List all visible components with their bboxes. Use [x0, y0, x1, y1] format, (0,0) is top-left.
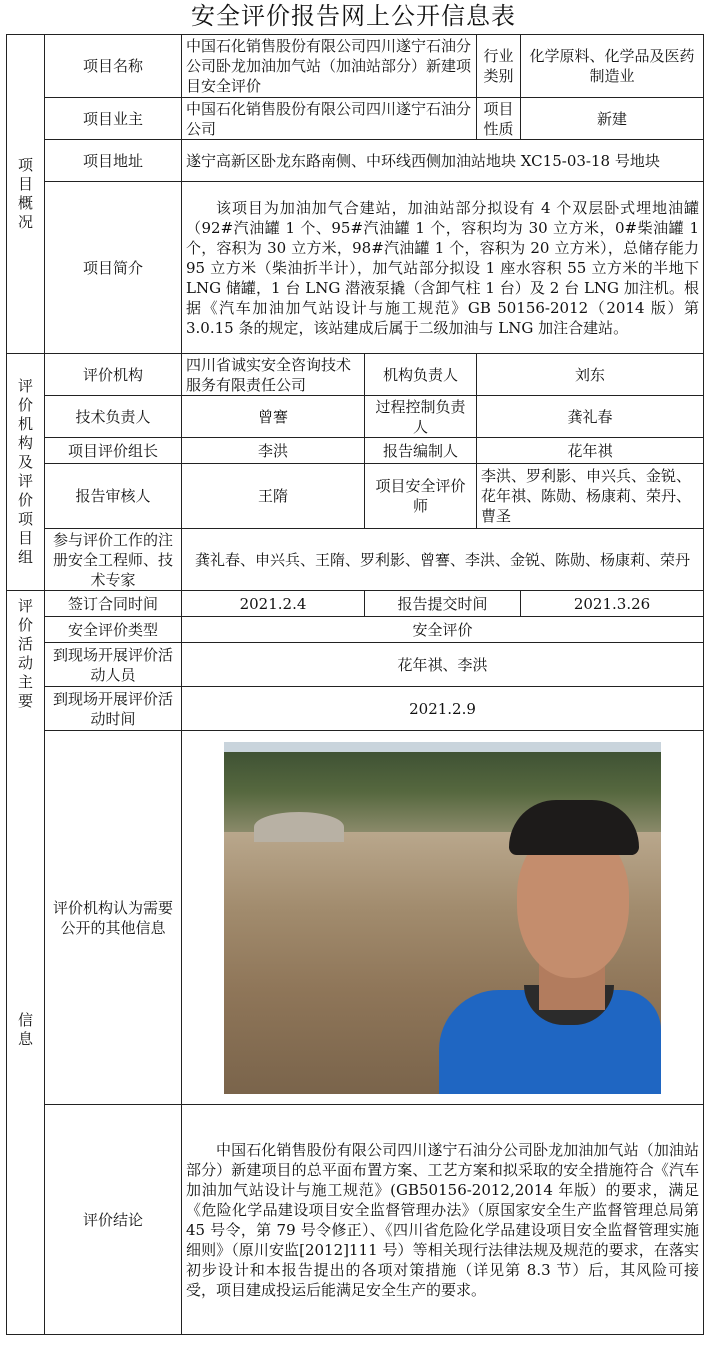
section-info: 信息	[17, 1011, 33, 1048]
intro-value: 该项目为加油加气合建站，加油站部分拟设有 4 个双层卧式埋地油罐（92#汽油罐 1 个、95#汽油罐 1 个，容积均为 30 立方米，0#柴油罐 1 个，容积为 30 立方米，98#汽油罐 1 个，容积为 20 立方米），总储存能力 95 立方米（柴油折半计），加气站部分拟设 1 座水容积 55 立方米的半地下 LNG 储罐，1 台 LNG 潜液泵撬（含卸气柱 1 台）及 2 台 LNG 加注机。根据《汽车加油加气站设计与施工规范》GB 50156-2012（2014 版）第 3.0.15 条的规定，该站建成后属于二级加油与 LNG 加注合建站。	[182, 182, 704, 354]
page-title: 安全评价报告网上公开信息表	[191, 2, 516, 30]
submit-value: 2021.3.26	[521, 591, 704, 617]
tech-label: 技术负责人	[45, 396, 182, 438]
project-name-label: 项目名称	[45, 35, 182, 98]
submit-label: 报告提交时间	[365, 591, 521, 617]
type-label: 安全评价类型	[45, 617, 182, 643]
other-info-label: 评价机构认为需要公开的其他信息	[45, 731, 182, 1105]
process-value: 龚礼春	[477, 396, 704, 438]
nature-value: 新建	[521, 98, 704, 140]
people-value: 花年祺、李洪	[182, 643, 704, 687]
contract-label: 签订合同时间	[45, 591, 182, 617]
section-org: 评价机构及评价项目组	[7, 354, 45, 591]
conclusion-value: 中国石化销售股份有限公司四川遂宁石油分公司卧龙加油加气站（加油站部分）新建项目的总平面布置方案、工艺方案和拟采取的安全措施符合《汽车加油加气站设计与施工规范》(GB50156-2012,2014 年版）的要求，满足《危险化学品建设项目安全监督管理办法》（原国家安全生产监督管理总局第 45 号令，第 79 号令修正）、《四川省危险化学品建设项目安全监督管理实施细则》（原川安监[2012]111 号）等相关现行法律法规及规范的要求，在落实初步设计和本报告提出的各项对策措施（详见第 8.3 节）后，其风险可接受，项目建成投运后能满足安全生产的要求。	[182, 1105, 704, 1335]
address-value: 遂宁高新区卧龙东路南侧、中环线西侧加油站地块 XC15-03-18 号地块	[182, 140, 704, 182]
people-label: 到现场开展评价活动人员	[45, 643, 182, 687]
nature-label: 项目性质	[477, 98, 521, 140]
evaluator-label: 项目安全评价师	[365, 464, 477, 529]
writer-value: 花年祺	[477, 438, 704, 464]
leader-value: 李洪	[182, 438, 365, 464]
section-overview: 项目概况	[7, 35, 45, 354]
agency-value: 四川省诚实安全咨询技术服务有限责任公司	[182, 354, 365, 396]
info-table	[6, 34, 704, 1335]
type-value: 安全评价	[182, 617, 704, 643]
owner-value: 中国石化销售股份有限公司四川遂宁石油分公司	[182, 98, 477, 140]
head-value: 刘东	[477, 354, 704, 396]
industry-label: 行业类别	[477, 35, 521, 98]
experts-value: 龚礼春、申兴兵、王隋、罗利影、曾謇、李洪、金锐、陈勋、杨康莉、荣丹	[182, 529, 704, 591]
evaluator-value: 李洪、罗利影、申兴兵、金锐、花年祺、陈勋、杨康莉、荣丹、曹圣	[477, 464, 704, 529]
experts-label: 参与评价工作的注册安全工程师、技术专家	[45, 529, 182, 591]
tech-value: 曾謇	[182, 396, 365, 438]
head-label: 机构负责人	[365, 354, 477, 396]
process-label: 过程控制负责人	[365, 396, 477, 438]
writer-label: 报告编制人	[365, 438, 477, 464]
address-label: 项目地址	[45, 140, 182, 182]
project-name-value: 中国石化销售股份有限公司四川遂宁石油分公司卧龙加油加气站（加油站部分）新建项目安全评价	[182, 35, 477, 98]
intro-label: 项目简介	[45, 182, 182, 354]
conclusion-label: 评价结论	[45, 1105, 182, 1335]
industry-value: 化学原料、化学品及医药制造业	[521, 35, 704, 98]
agency-label: 评价机构	[45, 354, 182, 396]
leader-label: 项目评价组长	[45, 438, 182, 464]
other-info-photo-cell	[182, 731, 704, 1105]
owner-label: 项目业主	[45, 98, 182, 140]
section-activity: 评价活动主要 信息	[7, 591, 45, 1335]
reviewer-label: 报告审核人	[45, 464, 182, 529]
evaluator-person-figure	[429, 800, 661, 1094]
reviewer-value: 王隋	[182, 464, 365, 529]
contract-value: 2021.2.4	[182, 591, 365, 617]
time-value: 2021.2.9	[182, 687, 704, 731]
site-photo	[224, 742, 661, 1094]
time-label: 到现场开展评价活动时间	[45, 687, 182, 731]
